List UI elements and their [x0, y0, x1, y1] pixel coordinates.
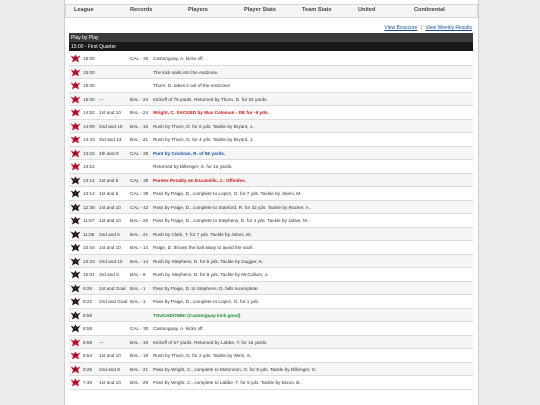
play-time: 13:24	[83, 164, 95, 169]
team-logo-icon	[70, 297, 81, 306]
down-distance: 3rd and 13	[99, 137, 122, 142]
play-description: Pass by Paige, D., complete to Stephens, D. for 4 yds. Tackle by Jelani, M..	[153, 218, 310, 223]
team-logo-icon	[70, 68, 81, 77]
team-logo-icon	[70, 81, 81, 90]
play-time: 8:58	[83, 339, 93, 345]
nav-players[interactable]: Players	[188, 7, 208, 13]
play-time: 9:26	[83, 285, 93, 291]
play-time: 13:14	[83, 191, 95, 196]
nav-continental[interactable]: Continental	[414, 7, 445, 13]
play-row	[69, 52, 473, 66]
play-description: Rush by Thorn, D. for 6 yds. Tackle by Bryant, J..	[153, 123, 255, 129]
play-description: The kick sails into the endzone.	[153, 69, 219, 75]
play-row	[69, 174, 473, 188]
team-logo-icon	[70, 216, 81, 225]
play-time: 15:00	[83, 69, 95, 75]
play-row	[69, 241, 473, 255]
play-time: 9:22	[83, 299, 93, 304]
play-row	[69, 133, 473, 147]
play-row	[69, 66, 473, 80]
play-row	[69, 255, 473, 269]
play-time: 12:39	[83, 204, 95, 210]
nav-league[interactable]: League	[74, 7, 94, 13]
down-distance: ---	[99, 339, 104, 345]
play-time: 11:57	[83, 218, 95, 223]
play-time: 14:52	[83, 110, 95, 115]
team-logo-icon	[70, 162, 81, 171]
ball-spot: BAL - 1	[130, 299, 146, 304]
down-distance: 2nd and 8	[99, 366, 120, 372]
down-distance: 1st and 10	[99, 245, 121, 250]
play-row	[69, 282, 473, 296]
ball-spot: BAL - 14	[130, 245, 149, 250]
play-description: TOUCHDOWN! (Castonguay kick good)	[153, 312, 241, 318]
play-row	[69, 214, 473, 228]
ball-spot: BAL - 9	[130, 272, 146, 277]
play-description: Rush by Thorn, D. for 2 yds. Tackle by Winn, S..	[153, 353, 253, 358]
play-row	[69, 268, 473, 282]
play-description: Rush by Thorn, D. for 4 yds. Tackle by Bryant, J..	[153, 137, 255, 142]
team-logo-icon	[70, 365, 81, 374]
team-logo-icon	[70, 311, 81, 320]
play-description: Pass by Paige, D., complete to Stanford, R. for 32 yds. Tackle by Rucker, A..	[153, 204, 312, 210]
nav-records[interactable]: Records	[130, 7, 153, 13]
play-time: 8:25	[83, 366, 93, 372]
play-time: 15:00	[83, 56, 95, 61]
ball-spot: CAL - 25	[130, 150, 149, 156]
play-time: 13:14	[83, 177, 95, 183]
play-time: 10:44	[83, 245, 95, 250]
ball-spot: BAL - 14	[130, 258, 149, 264]
play-row	[69, 322, 473, 336]
play-row	[69, 79, 473, 93]
ball-spot: CAL - 30	[130, 56, 149, 61]
ball-spot: CAL - 30	[130, 326, 149, 331]
top-nav	[65, 4, 478, 18]
down-distance: 4th and 9	[99, 150, 119, 156]
team-logo-icon	[70, 324, 81, 333]
team-logo-icon	[70, 230, 81, 239]
play-row	[69, 93, 473, 107]
play-row	[69, 201, 473, 215]
play-description: Wright, C. SACKED by Max Coleman - DE for -9 yds.	[153, 110, 269, 115]
ball-spot: BAL - 21	[130, 366, 149, 372]
play-time: 8:58	[83, 312, 93, 318]
section-header: Play by Play	[69, 33, 473, 42]
play-row	[69, 336, 473, 350]
down-distance: 2nd and 19	[99, 123, 123, 129]
play-description: Rush by Clark, T. for 7 yds. Tackle by Jelani, M..	[153, 231, 253, 237]
down-distance: 2nd and 10	[99, 258, 123, 264]
play-description: Pass by Paige, D. to Stephens, D. falls incomplete.	[153, 285, 259, 291]
ball-spot: BAL - 19	[130, 353, 149, 358]
nav-united[interactable]: United	[358, 7, 376, 13]
down-distance: 1st and 10	[99, 110, 121, 115]
team-logo-icon	[70, 108, 81, 117]
team-logo-icon	[70, 122, 81, 131]
play-list	[69, 52, 473, 390]
play-description: Rush by Stephens, D. for 8 yds. Tackle by McCollum, J..	[153, 272, 270, 277]
down-distance: 1st and 10	[99, 353, 121, 358]
down-distance: 3rd and 5	[99, 272, 119, 277]
ball-spot: BAL - 21	[130, 231, 149, 237]
ball-spot: BAL - 29	[130, 380, 149, 385]
play-time: 13:24	[83, 150, 95, 156]
quarter-header: 15:00 - First Quarter	[69, 42, 473, 51]
ball-spot: CAL - 35	[130, 191, 149, 196]
play-description: Returned by Dillenger, S. for 12 yards.	[153, 164, 233, 169]
down-distance: 1st and 10	[99, 218, 121, 223]
play-time: 15:00	[83, 83, 95, 88]
team-logo-icon	[70, 176, 81, 185]
play-row	[69, 228, 473, 242]
team-logo-icon	[70, 149, 81, 158]
ball-spot: BAL - 21	[130, 137, 149, 142]
ball-spot: BAL - 24	[130, 96, 149, 102]
down-distance: 1st and 10	[99, 380, 121, 385]
play-row	[69, 106, 473, 120]
play-row	[69, 349, 473, 363]
play-description: Pontes Penalty on Escamille, J.: Offsides.	[153, 177, 246, 183]
link-separator: |	[420, 25, 423, 31]
ball-spot: BAL - 24	[130, 110, 149, 115]
team-logo-icon	[70, 189, 81, 198]
play-time: 15:00	[83, 96, 95, 102]
team-logo-icon	[70, 270, 81, 279]
play-description: Castonguay, A. kicks off.	[153, 56, 204, 61]
play-time: 14:09	[83, 123, 95, 129]
ball-spot: BAL - 1	[130, 285, 146, 291]
play-description: Castonguay, A. kicks off.	[153, 326, 204, 331]
down-distance: 1st and 5	[99, 191, 119, 196]
play-description: Pass by Wright, C., complete to McKinnon, O. for 8 yds. Tackle by Dillenger, S..	[153, 366, 318, 372]
play-time: 7:46	[83, 380, 93, 385]
result-links	[384, 25, 472, 31]
play-row	[69, 147, 473, 161]
team-logo-icon	[70, 243, 81, 252]
down-distance: ---	[99, 96, 104, 102]
play-time: 8:54	[83, 353, 93, 358]
play-time: 13:43	[83, 137, 95, 142]
play-row	[69, 363, 473, 377]
play-description: Kickoff of 76 yards. Returned by Thorn, D. for 24 yards.	[153, 96, 268, 102]
ball-spot: CAL - 35	[130, 177, 149, 183]
play-time: 8:58	[83, 326, 93, 331]
play-description: Pass by Wright, C., complete to Labbe, T. for 5 yds. Tackle by Dixon, B..	[153, 380, 303, 385]
down-distance: 1st and 10	[99, 204, 121, 210]
page-container	[64, 0, 479, 405]
play-description: Paige, D. throws the ball away to avoid the sack.	[153, 245, 254, 250]
team-logo-icon	[70, 284, 81, 293]
play-description: Thorn, D. takes it out of the endzone!	[153, 83, 231, 88]
play-time: 10:01	[83, 272, 95, 277]
ball-spot: BAL - 19	[130, 339, 149, 345]
team-logo-icon	[70, 338, 81, 347]
team-logo-icon	[70, 378, 81, 387]
play-description: Pass by Paige, D., complete to Lopez, O. for 1 yds.	[153, 299, 260, 304]
play-row	[69, 120, 473, 134]
ball-spot: BAL - 25	[130, 218, 149, 223]
team-logo-icon	[70, 54, 81, 63]
play-description: Pass by Paige, D., complete to Lopez, O. for 7 yds. Tackle by Jelani, M..	[153, 191, 303, 196]
nav-team-stats[interactable]: Team Stats	[302, 7, 332, 13]
down-distance: 1st and Goal	[99, 285, 126, 291]
play-row	[69, 160, 473, 174]
play-row	[69, 309, 473, 323]
play-time: 10:23	[83, 258, 95, 264]
team-logo-icon	[70, 135, 81, 144]
down-distance: 1st and 5	[99, 177, 119, 183]
play-description: Kickoff of 67 yards. Returned by Labbe, T. for 16 yards.	[153, 339, 268, 345]
view-boxscore-link[interactable]: View Boxscore	[384, 25, 418, 31]
play-row	[69, 187, 473, 201]
view-weekly-results-link[interactable]: View Weekly Results	[425, 25, 472, 31]
down-distance: 2nd and 6	[99, 231, 120, 237]
play-row	[69, 376, 473, 390]
team-logo-icon	[70, 95, 81, 104]
play-description: Rush by Stephens, D. for 5 yds. Tackle by Dugger, K..	[153, 258, 265, 264]
team-logo-icon	[70, 351, 81, 360]
play-time: 11:05	[83, 231, 95, 237]
play-description: Punt by Cochran, R. of 56 yards.	[153, 150, 226, 156]
play-row	[69, 295, 473, 309]
ball-spot: CAL - 42	[130, 204, 149, 210]
nav-player-stats[interactable]: Player Stats	[244, 7, 277, 13]
down-distance: 2nd and Goal	[99, 299, 128, 304]
team-logo-icon	[70, 203, 81, 212]
team-logo-icon	[70, 257, 81, 266]
ball-spot: BAL - 15	[130, 123, 149, 129]
